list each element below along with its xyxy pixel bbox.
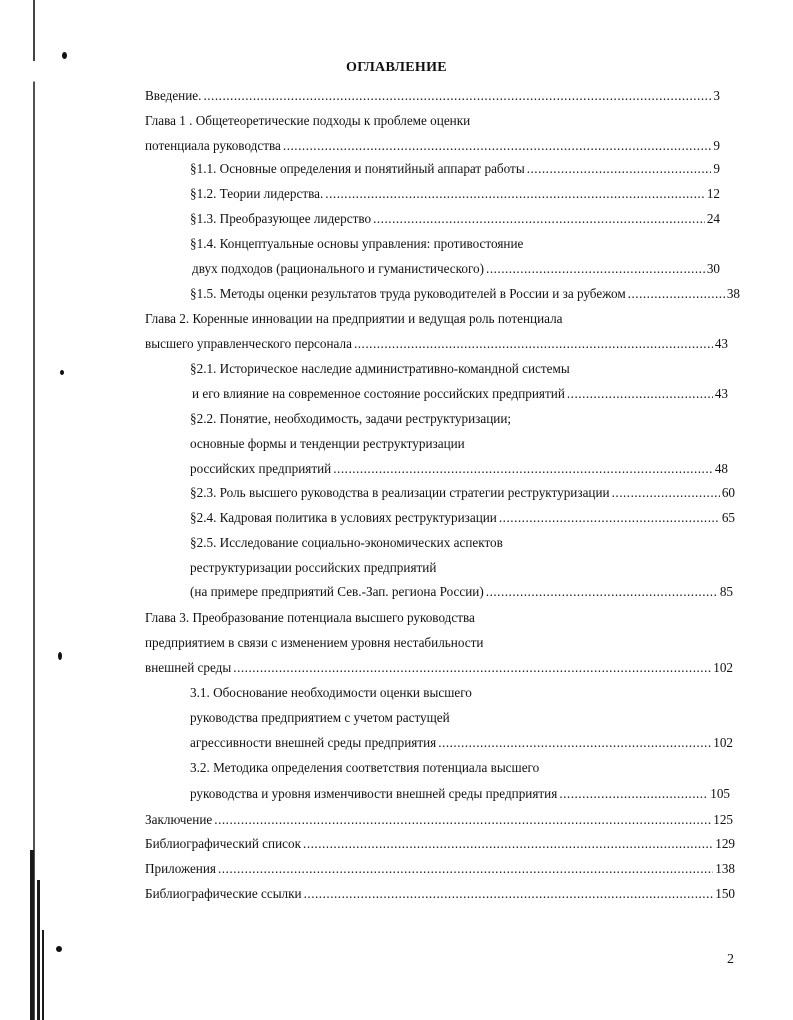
toc-entry-page: 9 xyxy=(713,161,720,176)
toc-entry-text xyxy=(190,361,570,377)
scan-edge-bar xyxy=(37,880,40,1020)
toc-entry-title: реструктуризации российских предприятий xyxy=(190,560,437,575)
toc-entry xyxy=(145,886,735,902)
toc-entry-title: Глава 1 . Общетеоретические подходы к проблеме оценки xyxy=(145,113,471,128)
toc-entry-title: §1.5. Методы оценки результатов труда руководителей в России и за рубежом xyxy=(190,286,626,301)
toc-leader-dots xyxy=(438,735,711,751)
toc-entry-page: 102 xyxy=(713,660,733,675)
toc-entry-title: Заключение xyxy=(145,812,213,827)
toc-leader-dots xyxy=(303,836,713,852)
toc-entry-title: российских предприятий xyxy=(190,461,332,476)
toc-entry-title: высшего управленческого персонала xyxy=(145,336,352,351)
toc-leader-dots xyxy=(214,812,711,828)
toc-entry-page: 38 xyxy=(726,286,740,301)
toc-leader-dots xyxy=(218,861,713,877)
toc-leader-dots xyxy=(304,886,714,902)
toc-entry-page: 48 xyxy=(714,461,728,476)
toc-entry-page: 9 xyxy=(713,138,720,153)
toc-entry-page: 3 xyxy=(713,88,720,103)
toc-entry-text xyxy=(190,560,436,576)
toc-entry-page: 105 xyxy=(710,786,730,801)
toc-entry xyxy=(192,386,728,402)
toc-entry xyxy=(145,812,733,828)
toc-entry-page: 85 xyxy=(719,584,733,599)
toc-entry xyxy=(190,786,730,802)
toc-entry-text xyxy=(190,710,450,726)
toc-entry-page: 43 xyxy=(714,386,728,401)
toc-entry-title: основные формы и тенденции реструктуризации xyxy=(190,436,465,451)
toc-leader-dots xyxy=(283,138,712,154)
toc-entry-text xyxy=(190,436,465,452)
scan-speck xyxy=(62,52,67,59)
toc-entry xyxy=(190,485,735,501)
toc-entry-title: 3.1. Обоснование необходимости оценки высшего xyxy=(190,685,472,700)
toc-leader-dots xyxy=(486,584,718,600)
toc-entry xyxy=(190,286,740,302)
toc-entry-page: 30 xyxy=(706,261,720,276)
toc-entry-text xyxy=(190,236,523,252)
toc-leader-dots xyxy=(373,211,705,227)
toc-entry-text xyxy=(145,635,483,651)
toc-entry-text xyxy=(145,113,470,129)
toc-entry-page: 12 xyxy=(706,186,720,201)
toc-entry-page: 102 xyxy=(713,735,733,750)
toc-entry-title: 3.2. Методика определения соответствия потенциала высшего xyxy=(190,760,540,775)
toc-entry-title: §1.2. Теории лидерства. xyxy=(190,186,324,201)
toc-entry-page: 129 xyxy=(715,836,735,851)
toc-entry-text xyxy=(190,411,511,427)
toc-leader-dots xyxy=(612,485,720,501)
toc-entry-title: §2.1. Историческое наследие административно-командной системы xyxy=(190,361,570,376)
toc-entry-page: 150 xyxy=(715,886,735,901)
toc-leader-dots xyxy=(559,786,708,802)
toc-entry-title: Глава 2. Коренные инновации на предприятии и ведущая роль потенциала xyxy=(145,311,563,326)
toc-entry xyxy=(190,211,720,227)
toc-entry-title: §1.3. Преобразующее лидерство xyxy=(190,211,372,226)
toc-leader-dots xyxy=(486,261,705,277)
page-number: 2 xyxy=(727,952,734,967)
toc-entry xyxy=(145,836,735,852)
toc-leader-dots xyxy=(203,88,711,104)
toc-entry-page: 125 xyxy=(713,812,733,827)
toc-entry-title: Введение. xyxy=(145,88,202,103)
toc-entry-text xyxy=(190,685,472,701)
toc-entry-text xyxy=(190,760,539,776)
toc-entry-title: внешней среды xyxy=(145,660,232,675)
toc-entry-title: §2.4. Кадровая политика в условиях реструктуризации xyxy=(190,510,497,525)
toc-entry xyxy=(145,336,728,352)
toc-entry-title: Библиографический список xyxy=(145,836,302,851)
toc-entry-text xyxy=(145,610,475,626)
toc-entry-title: (на примере предприятий Сев.-Зап. региона России) xyxy=(190,584,484,599)
toc-entry xyxy=(190,161,720,177)
scan-speck xyxy=(58,652,62,660)
scan-edge-bar xyxy=(30,850,34,1020)
toc-entry-title: Приложения xyxy=(145,861,216,876)
toc-entry-title: агрессивности внешней среды предприятия xyxy=(190,735,437,750)
toc-entry xyxy=(192,261,720,277)
toc-entry-title: §1.1. Основные определения и понятийный аппарат работы xyxy=(190,161,525,176)
toc-entry xyxy=(145,138,720,154)
toc-entry-page: 60 xyxy=(721,485,735,500)
page-title: ОГЛАВЛЕНИЕ xyxy=(346,60,447,75)
toc-entry xyxy=(190,735,733,751)
toc-entry-title: §1.4. Концептуальные основы управления: противостояние xyxy=(190,236,524,251)
toc-entry xyxy=(145,88,720,104)
toc-entry-title: §2.3. Роль высшего руководства в реализации стратегии реструктуризации xyxy=(190,485,610,500)
scan-speck xyxy=(56,946,62,952)
toc-entry xyxy=(190,186,720,202)
toc-entry xyxy=(190,510,735,526)
toc-entry-text xyxy=(190,535,503,551)
toc-leader-dots xyxy=(354,336,713,352)
toc-entry-title: и его влияние на современное состояние российских предприятий xyxy=(192,386,565,401)
toc-entry-title: двух подходов (рационального и гуманистического) xyxy=(192,261,485,276)
toc-entry-title: руководства и уровня изменчивости внешней среды предприятия xyxy=(190,786,558,801)
toc-leader-dots xyxy=(333,461,713,477)
toc-entry-title: потенциала руководства xyxy=(145,138,281,153)
toc-entry-page: 138 xyxy=(715,861,735,876)
toc-entry xyxy=(145,861,735,877)
toc-entry xyxy=(145,660,733,676)
toc-leader-dots xyxy=(567,386,713,402)
toc-entry-title: руководства предприятием с учетом растущей xyxy=(190,710,450,725)
toc-leader-dots xyxy=(233,660,711,676)
toc-entry-title: предприятием в связи с изменением уровня нестабильности xyxy=(145,635,484,650)
toc-leader-dots xyxy=(628,286,725,302)
toc-entry-title: Библиографические ссылки xyxy=(145,886,302,901)
toc-entry-page: 65 xyxy=(721,510,735,525)
toc-entry-text xyxy=(145,311,563,327)
toc-leader-dots xyxy=(499,510,720,526)
toc-entry-title: §2.2. Понятие, необходимость, задачи реструктуризации; xyxy=(190,411,512,426)
toc-entry xyxy=(190,584,733,600)
toc-entry-title: §2.5. Исследование социально-экономических аспектов xyxy=(190,535,503,550)
toc-leader-dots xyxy=(325,186,705,202)
scan-edge-bar xyxy=(42,930,44,1020)
toc-entry-page: 43 xyxy=(714,336,728,351)
toc-entry-page: 24 xyxy=(706,211,720,226)
toc-leader-dots xyxy=(527,161,712,177)
scan-speck xyxy=(60,370,64,375)
toc-entry-title: Глава 3. Преобразование потенциала высшего руководства xyxy=(145,610,475,625)
toc-entry xyxy=(190,461,728,477)
